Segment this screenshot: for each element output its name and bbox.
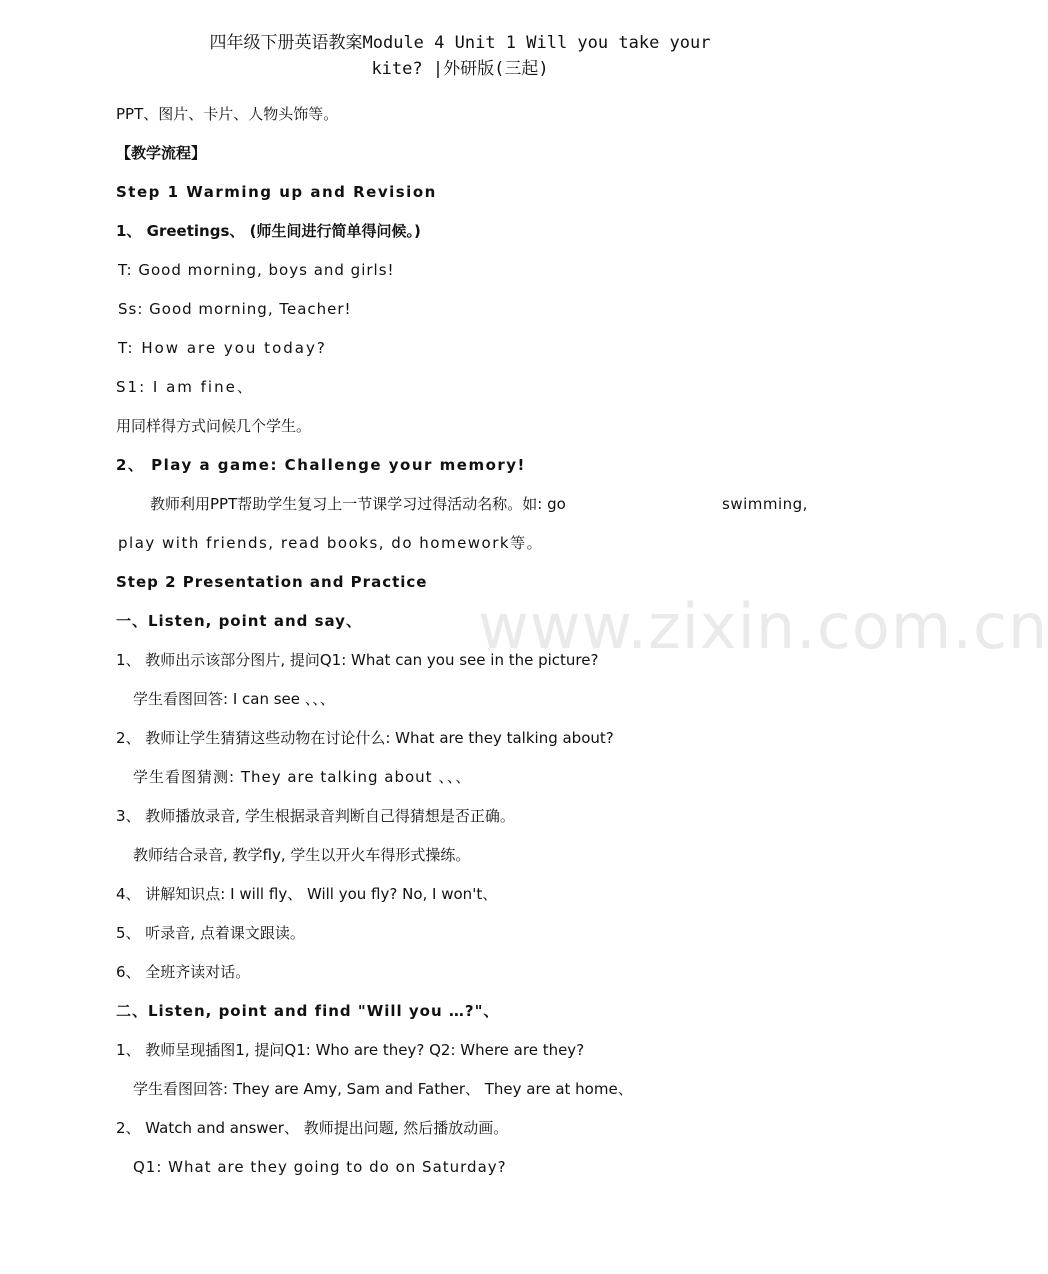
list-item: 6、 全班齐读对话。 xyxy=(116,963,251,981)
list-item: 2、 教师让学生猜猜这些动物在讨论什么: What are they talking about? xyxy=(116,729,614,747)
dialogue-line: S1: I am fine、 xyxy=(116,378,254,396)
document-title-line-1: 四年级下册英语教案Module 4 Unit 1 Will you take your xyxy=(209,33,711,53)
list-item: 3、 教师播放录音, 学生根据录音判断自己得猜想是否正确。 xyxy=(116,807,515,825)
instruction-line: 用同样得方式问候几个学生。 xyxy=(116,417,312,435)
list-item-answer: 学生看图回答: They are Amy, Sam and Father、 They are at home、 xyxy=(133,1080,633,1098)
step-1-heading: Step 1 Warming up and Revision xyxy=(116,183,437,201)
list-item: 1、 教师呈现插图1, 提问Q1: Who are they? Q2: Where are they? xyxy=(116,1041,585,1059)
dialogue-line: T: How are you today? xyxy=(118,339,327,357)
list-item-answer: 教师结合录音, 教学fly, 学生以开火车得形式操练。 xyxy=(133,846,471,864)
list-item: 5、 听录音, 点着课文跟读。 xyxy=(116,924,305,942)
paragraph-line: play with friends, read books, do homework等。 xyxy=(118,534,544,552)
dialogue-line: Ss: Good morning, Teacher! xyxy=(118,300,352,318)
watermark: www.zixin.com.cn xyxy=(478,590,1048,663)
document-title-line-2: kite? |外研版(三起) xyxy=(371,59,549,79)
list-item-answer: 学生看图猜测: They are talking about 、、、 xyxy=(133,768,472,786)
paragraph-line-end: swimming, xyxy=(722,495,808,513)
section-heading-teaching-process: 【教学流程】 xyxy=(116,144,207,162)
list-item: 4、 讲解知识点: I will fly、 Will you fly? No, I won't、 xyxy=(116,885,498,903)
greetings-heading: 1、 Greetings、 (师生间进行简单得问候。) xyxy=(116,222,421,240)
section-heading-listen-point-say: 一、Listen, point and say、 xyxy=(116,612,362,630)
step-2-heading: Step 2 Presentation and Practice xyxy=(116,573,428,591)
question-line: Q1: What are they going to do on Saturday? xyxy=(133,1158,507,1176)
materials-line: PPT、图片、卡片、人物头饰等。 xyxy=(116,105,339,123)
game-heading: 2、 Play a game: Challenge your memory! xyxy=(116,456,526,474)
paragraph-line: 教师利用PPT帮助学生复习上一节课学习过得活动名称。如: go xyxy=(150,495,566,513)
dialogue-line: T: Good morning, boys and girls! xyxy=(118,261,395,279)
section-heading-listen-point-find: 二、Listen, point and find "Will you …?"、 xyxy=(116,1002,500,1020)
list-item-answer: 学生看图回答: I can see 、、、 xyxy=(133,690,335,708)
list-item: 1、 教师出示该部分图片, 提问Q1: What can you see in the picture? xyxy=(116,651,599,669)
list-item: 2、 Watch and answer、 教师提出问题, 然后播放动画。 xyxy=(116,1119,509,1137)
